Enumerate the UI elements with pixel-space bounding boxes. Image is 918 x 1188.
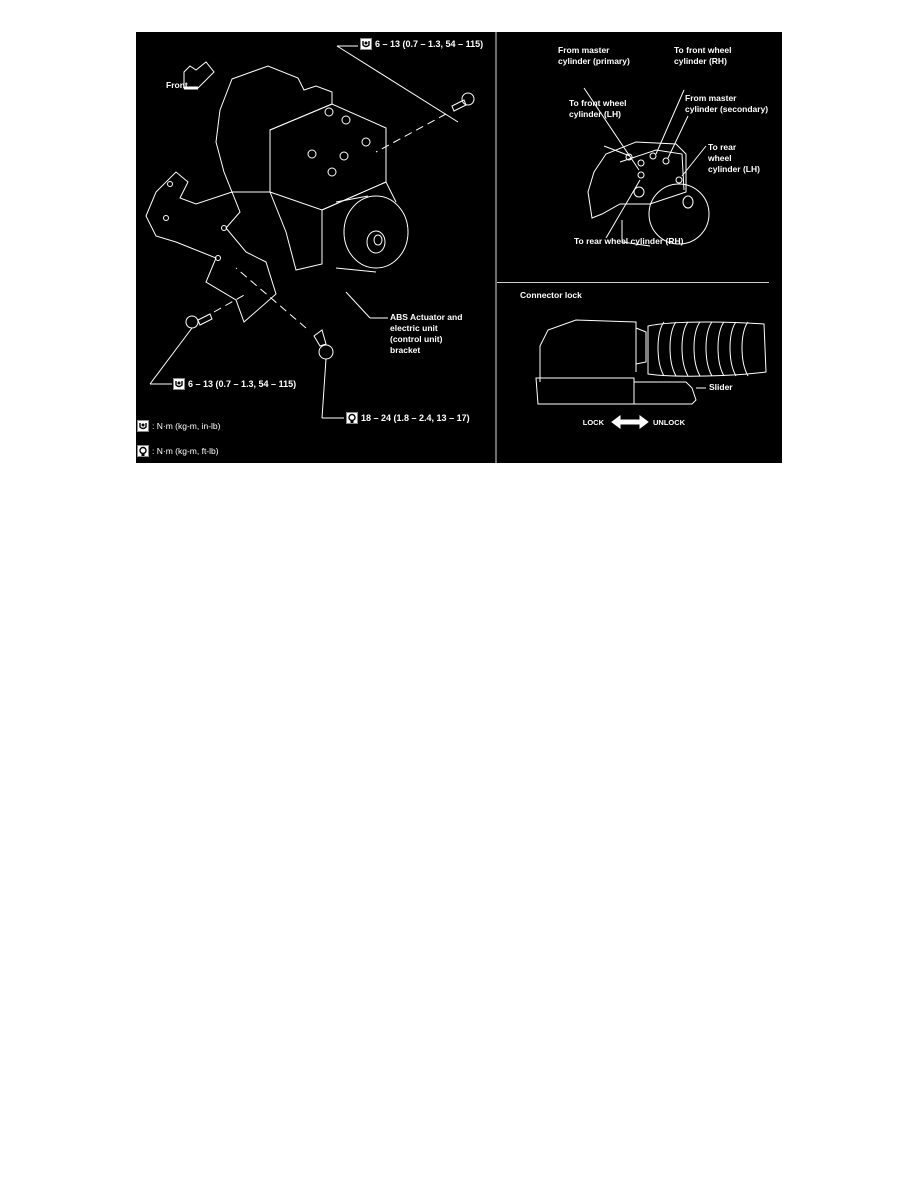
port-label-front-lh — [569, 98, 626, 120]
bracket — [146, 172, 276, 322]
connector-lock-title: Connector lock — [520, 290, 582, 300]
panel-divider-vertical — [495, 32, 497, 463]
port-label-line: cylinder (secondary) — [685, 104, 769, 114]
front-label: Front — [166, 80, 188, 90]
lock-label: LOCK — [582, 418, 604, 427]
component-label-line: electric unit — [390, 323, 438, 333]
torque-ft-lb-icon — [137, 445, 149, 457]
port-label-line: cylinder (RH) — [674, 56, 727, 66]
torque-value: 18 – 24 (1.8 – 2.4, 13 – 17) — [361, 413, 470, 423]
torque-in-lb-icon — [360, 38, 372, 50]
bolt-bottom-icon — [236, 268, 344, 418]
component-label-line: ABS Actuator and — [390, 312, 463, 322]
port-label-master-primary — [558, 45, 630, 67]
port-label-master-secondary — [685, 93, 768, 115]
torque-spec-bottom — [346, 412, 470, 424]
port-label-line: From master — [558, 45, 610, 55]
port-label-front-rh — [674, 45, 731, 67]
front-arrow-icon — [184, 62, 214, 88]
legend-ft-lb — [137, 445, 219, 457]
bolt-left-icon — [150, 294, 246, 384]
component-label — [390, 312, 462, 356]
port-label-rear-rh — [574, 236, 683, 247]
port-label-line: From master — [685, 93, 737, 103]
panel-divider-horizontal — [497, 282, 769, 283]
torque-value: 6 – 13 (0.7 – 1.3, 54 – 115) — [188, 379, 297, 389]
torque-in-lb-icon — [173, 378, 185, 390]
port-label-line: cylinder (primary) — [558, 56, 630, 66]
port-label-line: To rear wheel cylinder (RH) — [574, 236, 684, 246]
slider-label: Slider — [709, 382, 733, 392]
torque-value: 6 – 13 (0.7 – 1.3, 54 – 115) — [375, 39, 484, 49]
component-label-line: bracket — [390, 345, 421, 355]
torque-in-lb-icon — [137, 420, 149, 432]
legend-in-lb — [137, 420, 220, 432]
unlock-label: UNLOCK — [653, 418, 686, 427]
port-label-line: To rear — [708, 142, 737, 152]
component-label-line: (control unit) — [390, 334, 443, 344]
port-label-line: cylinder (LH) — [569, 109, 621, 119]
port-label-line: cylinder (LH) — [708, 164, 760, 174]
legend-text: : N·m (kg-m, in-lb) — [152, 421, 221, 431]
legend-text: : N·m (kg-m, ft-lb) — [152, 446, 219, 456]
port-label-line: To front wheel — [569, 98, 627, 108]
connector-lock-drawing — [536, 320, 766, 428]
port-label-rear-lh — [708, 142, 760, 175]
double-arrow-icon — [612, 416, 648, 428]
torque-spec-top — [360, 38, 483, 50]
port-label-line: wheel — [708, 153, 732, 163]
torque-ft-lb-icon — [346, 412, 358, 424]
port-label-line: To front wheel — [674, 45, 732, 55]
torque-spec-left — [173, 378, 296, 390]
actuator-body — [216, 66, 408, 272]
diagram-frame — [136, 32, 782, 463]
